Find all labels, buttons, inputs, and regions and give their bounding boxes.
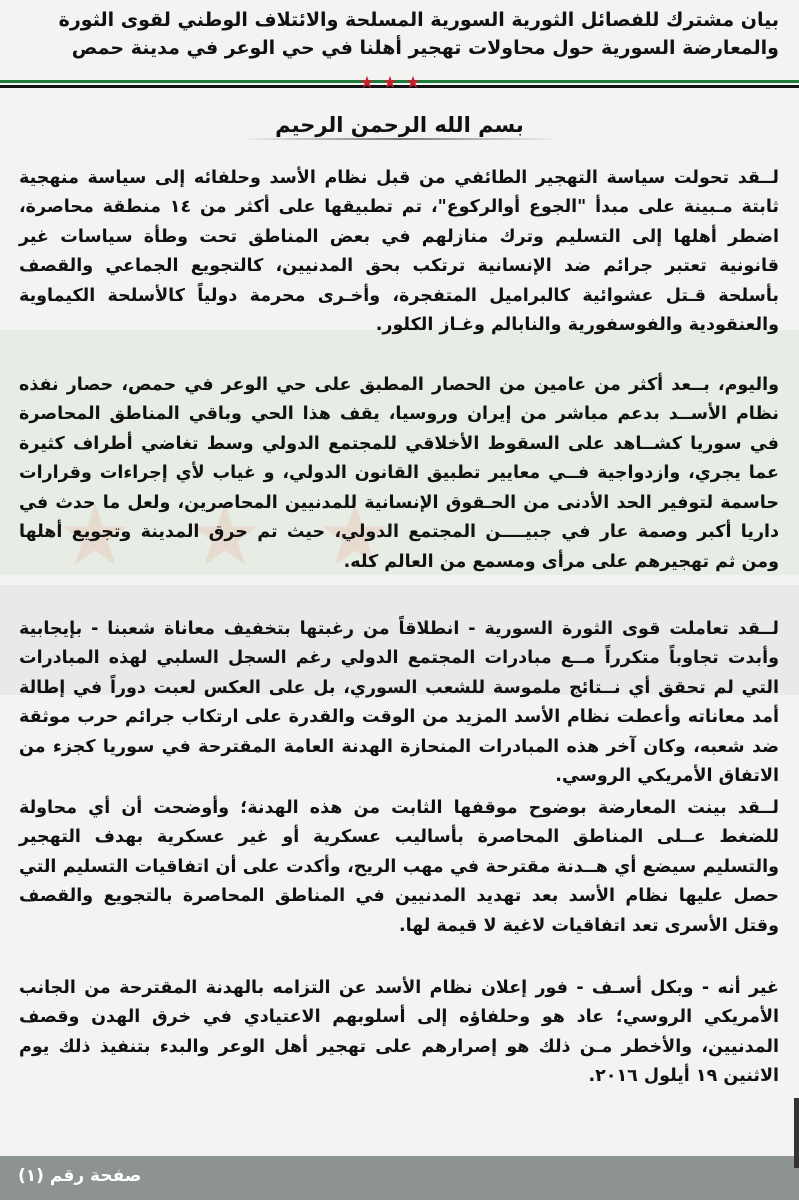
flag-stars xyxy=(360,75,420,91)
statement-title: بيان مشترك للفصائل الثورية السورية المسلحة والائتلاف الوطني لقوى الثورة والمعارضة السورية حول محاولات تهجير أهلنا في حي الوعر في مدينة حمص xyxy=(58,9,779,59)
paragraph-3: لــقد تعاملت قوى الثورة السورية - انطلاقاً من رغبتها بتخفيف معاناة شعبنا - بإيجابية وأبدت تجاوباً متكرراً مــع مبادرات المجتمع الدولي رغم السجل السلبي لهذه المبادرات التي لم تحقق أي نــتائج ملموسة للشعب السوري، بل على العكس لعبت دوراً في إطالة أمد معاناته وأعطت نظام الأسد المزيد من الوقت والقدرة على ارتكاب جرائم حرب موثقة ضد شعبه، وكان آخر هذه المبادرات المنحازة الهدنة العامة المقترحة في سوريا كجزء من الاتفاق الأمريكي الروسي. xyxy=(19,618,779,786)
heading-separator xyxy=(240,138,560,140)
red-star-icon xyxy=(406,75,420,89)
red-star-icon xyxy=(360,75,374,89)
paragraph-1: لــقد تحولت سياسة التهجير الطائفي من قبل نظام الأسد وحلفائه إلى سياسة منهجية ثابتة مـبينة على مبدأ "الجوع أوالركوع"، تم تطبيقها على أكثر من ١٤ منطقة محاصرة، اضطر أهلها إلى التسليم وترك منازلهم في بعض المناطق تحت وطأة سياسات غير قانونية تعتبر جرائم ضد الإنسانية ترتكب بحق المدنيين، كالتجويع الجماعي والقصف بأسلحة قـتل عشوائية كالبراميل المتفجرة، وأخـرى محرمة دولياً كالأسلحة الكيماوية والعنقودية والفوسفورية والنابالم وغـاز الكلور. xyxy=(19,167,780,335)
paragraph-5: غير أنه - وبكل أسـف - فور إعلان نظام الأسد عن التزامه بالهدنة المقترحة من الجانب الأمريكي الروسي؛ عاد هو وحلفاؤه إلى أسلوبهم الاعتيادي في خرق الهدن وقصف المدنيين، والأخطر مـن ذلك هو إصرارهم على تهجير أهل الوعر والبدء بتنفيذ ذلك يوم الاثنين ١٩ أيلول ٢٠١٦. xyxy=(19,977,779,1086)
page-number-label: صفحة رقم (١) xyxy=(18,1166,142,1186)
paragraph-2: واليوم، بــعد أكثر من عامين من الحصار المطبق على حي الوعر في حمص، حصار نفذه نظام الأســد بدعم مباشر من إيران وروسيا، يقف هذا الحي وباقي المناطق المحاصرة في سوريا كشــاهد على السقوط الأخلاقي للمجتمع الدولي وسط تغاضي أطراف كثيرة عما يجري، وازدواجية فــي معايير تطبيق القانون الدولي، و غياب لأي إجراءات وقرارات حاسمة لتوفير الحد الأدنى من الحـقوق الإنسانية للمدنيين المحاصرين، ولعل ما حدث في داريا أكبر وصمة عار في جبيــــن المجتمع الدولي، حيث تم حرق المدينة وتجويع أهلها ومن ثم تهجيرهم على مرأى ومسمع من العالم كله. xyxy=(19,374,779,572)
basmala-heading: بسم الله الرحمن الرحيم xyxy=(275,113,524,137)
paragraph-4: لــقد بينت المعارضة بوضوح موقفها الثابت من هذه الهدنة؛ وأوضحت أن أي محاولة للضغط عــلى المناطق المحاصرة بأساليب عسكرية أو غير عسكرية بهدف التهجير والتسليم سيضع أي هــدنة مقترحة في مهب الريح، وأكدت على أن اتفاقيات التسليم التي حصل عليها نظام الأسد بعد تهديد المدنيين في المناطق المحاصرة بالتجويع والقصف وقتل الأسرى تعد اتفاقيات لاغية لا قيمة لها. xyxy=(19,797,779,936)
scrollbar[interactable] xyxy=(794,1098,799,1168)
red-star-icon xyxy=(383,75,397,89)
page-footer xyxy=(0,1156,799,1200)
